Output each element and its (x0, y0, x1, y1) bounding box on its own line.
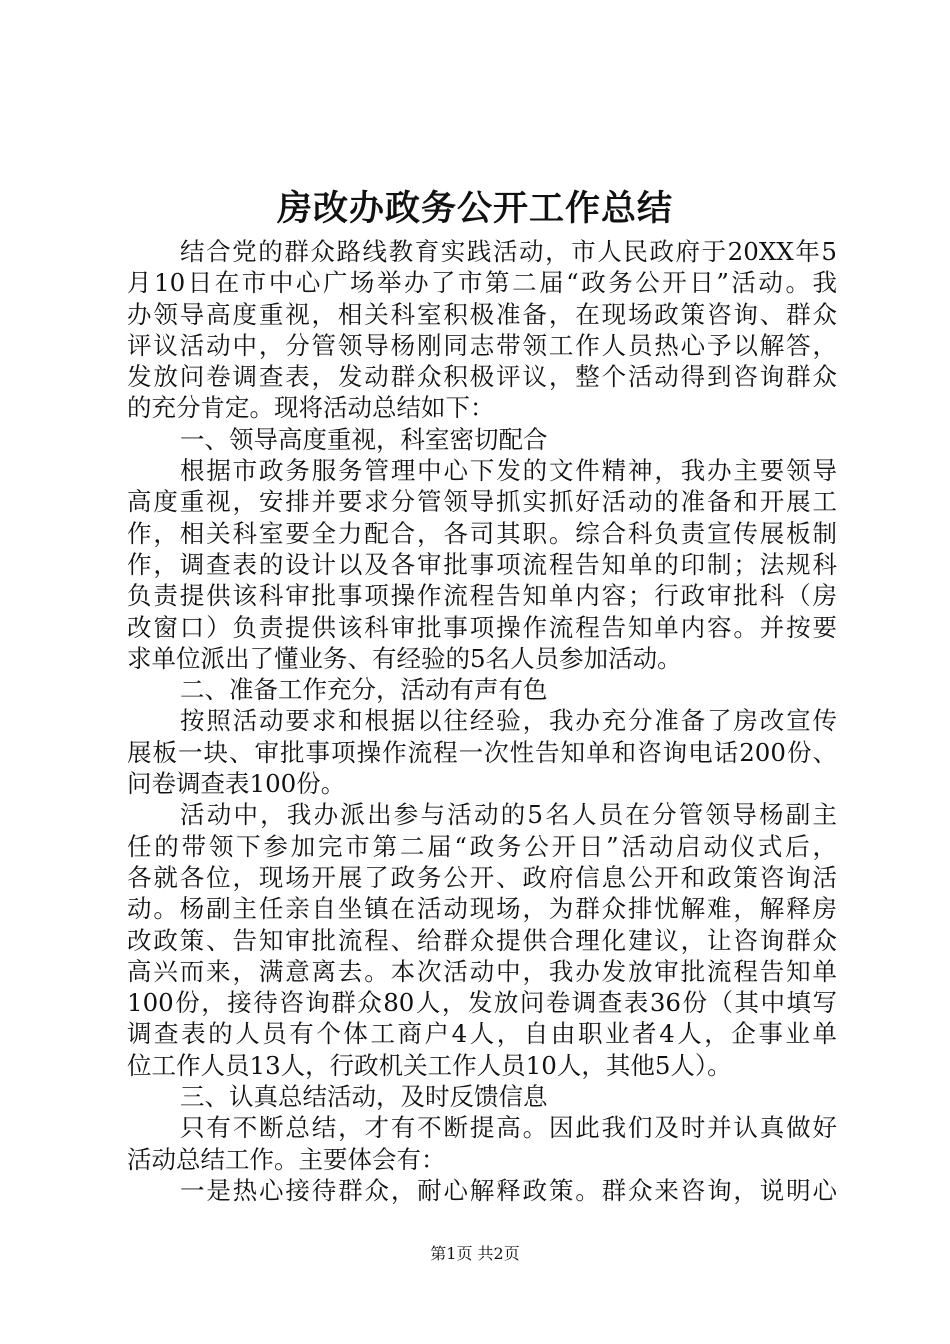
paragraph-line: 位工作人员13人，行政机关工作人员10人，其他5人）。 (127, 1050, 732, 1080)
paragraph-line: 二、准备工作充分，活动有声有色 (180, 675, 548, 705)
paragraph-line: 办领导高度重视，相关科室积极准备，在现场政策咨询、群众 (127, 299, 837, 329)
paragraph-line: 发放问卷调查表，发动群众积极评议，整个活动得到咨询群众 (127, 362, 837, 392)
paragraph-line: 评议活动中，分管领导杨刚同志带领工作人员热心予以解答， (127, 330, 837, 360)
paragraph-line: 负责提供该科审批事项操作流程告知单内容；行政审批科（房 (127, 581, 837, 611)
paragraph-line: 调查表的人员有个体工商户4人，自由职业者4人，企事业单 (127, 1019, 837, 1049)
paragraph-line: 作，调查表的设计以及各审批事项流程告知单的印制；法规科 (127, 549, 837, 579)
paragraph-line: 求单位派出了懂业务、有经验的5名人员参加活动。 (127, 643, 682, 673)
paragraph-line: 各就各位，现场开展了政务公开、政府信息公开和政策咨询活 (127, 862, 837, 892)
paragraph-line: 作，相关科室要全力配合，各司其职。综合科负责宣传展板制 (127, 518, 837, 548)
paragraph-line: 动。杨副主任亲自坐镇在活动现场，为群众排忧解难，解释房 (127, 894, 837, 924)
paragraph-line: 结合党的群众路线教育实践活动，市人民政府于20XX年5 (180, 237, 837, 266)
paragraph-line: 按照活动要求和根据以往经验，我办充分准备了房改宣传 (180, 706, 837, 736)
paragraph-line: 根据市政务服务管理中心下发的文件精神，我办主要领导 (180, 456, 837, 486)
paragraph-line: 100份，接待咨询群众80人，发放问卷调查表36份（其中填写 (127, 988, 837, 1018)
paragraph-line: 只有不断总结，才有不断提高。因此我们及时并认真做好 (180, 1113, 837, 1143)
page-indicator: 第1页 共2页 (430, 1244, 520, 1263)
paragraph-line: 活动总结工作。主要体会有： (127, 1144, 446, 1174)
paragraph-line: 一、领导高度重视，科室密切配合 (180, 424, 548, 454)
paragraph-line: 展板一块、审批事项操作流程一次性告知单和咨询电话200份、 (127, 737, 837, 767)
paragraph-line: 高度重视，安排并要求分管领导抓实抓好活动的准备和开展工 (127, 487, 837, 517)
paragraph-line: 问卷调查表100份。 (127, 769, 346, 799)
paragraph-line: 高兴而来，满意离去。本次活动中，我办发放审批流程告知单 (127, 956, 837, 986)
paragraph-line: 活动中，我办派出参与活动的5名人员在分管领导杨副主 (180, 800, 837, 830)
paragraph-line: 改政策、告知审批流程、给群众提供合理化建议，让咨询群众 (127, 925, 837, 955)
document-title: 房改办政务公开工作总结 (276, 188, 673, 229)
paragraph-line: 改窗口）负责提供该科审批事项操作流程告知单内容。并按要 (127, 612, 837, 642)
paragraph-line: 月10日在市中心广场举办了市第二届“政务公开日”活动。我 (127, 268, 837, 298)
paragraph-line: 一是热心接待群众，耐心解释政策。群众来咨询，说明心 (180, 1175, 837, 1205)
paragraph-line: 的充分肯定。现将活动总结如下： (127, 393, 495, 423)
document-body (127, 236, 837, 1206)
paragraph-line: 三、认真总结活动，及时反馈信息 (180, 1082, 548, 1112)
paragraph-line: 任的带领下参加完市第二届“政务公开日”活动启动仪式后， (127, 831, 837, 861)
